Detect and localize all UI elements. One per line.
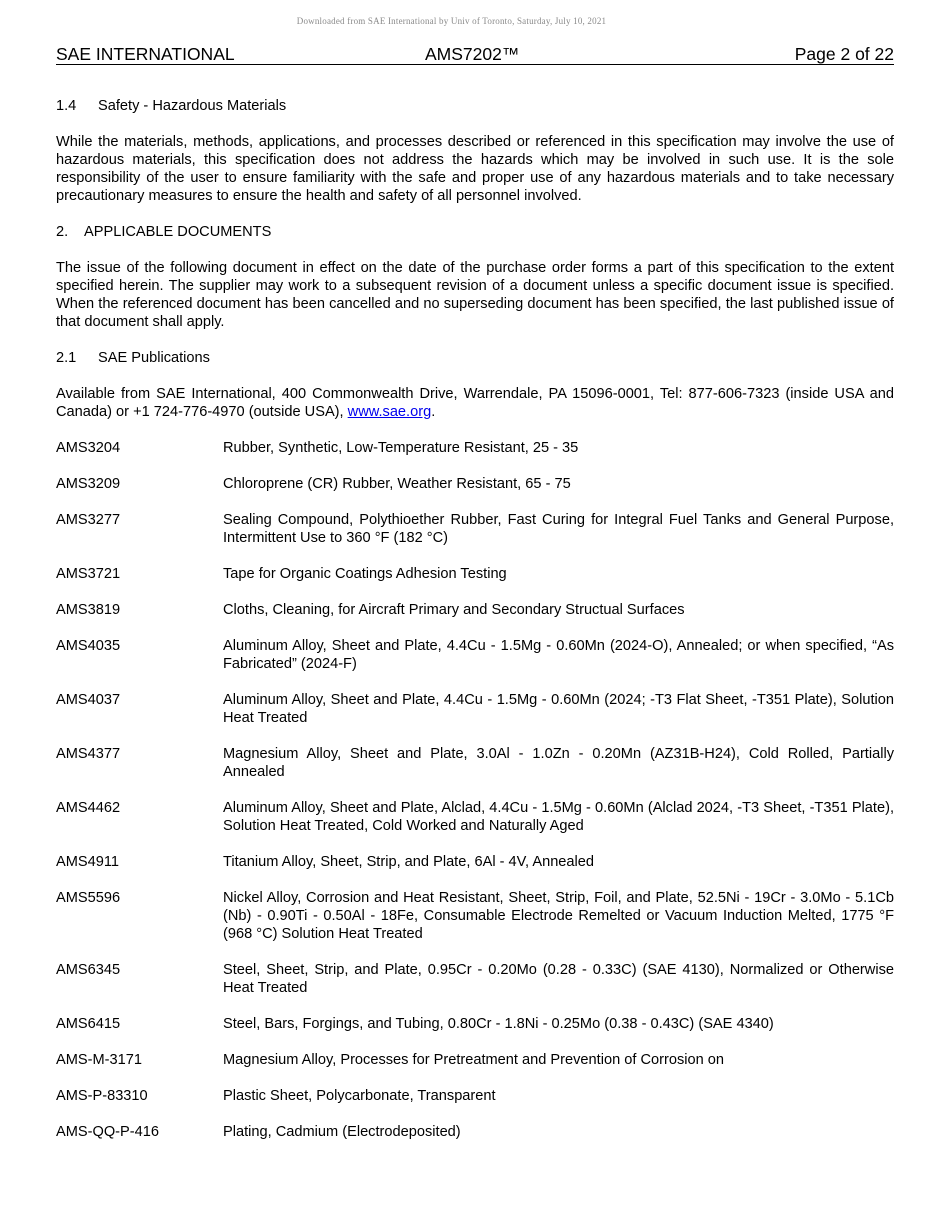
availability-text: Available from SAE International, 400 Commonwealth Drive, Warrendale, PA 15096-0001, Tel: 877-606-7323 (inside USA and Canada) or +1 724-776-4970 (outside USA),: [56, 386, 894, 420]
header-organization: SAE INTERNATIONAL: [56, 44, 235, 64]
safety-paragraph: While the materials, methods, applications, and processes described or referenced in this specification may involve the use of hazardous materials, this specification does not address the hazards which may be involved in such use. It is the sole responsibility of the user to ensure familiarity with the safe and proper use of any hazardous materials and to take necessary precautionary measures to ensure the health and safety of all personnel involved.: [56, 134, 894, 204]
document-list: [56, 439, 894, 1141]
document-title: Plating, Cadmium (Electrodeposited): [223, 1124, 461, 1140]
document-title: Steel, Sheet, Strip, and Plate, 0.95Cr - 0.20Mo (0.28 - 0.33C) (SAE 4130), Normalized or Otherwise Heat Treated: [223, 962, 894, 996]
document-code: AMS6345: [56, 962, 121, 978]
document-row: [56, 475, 894, 493]
applicable-documents-paragraph: The issue of the following document in effect on the date of the purchase order forms a part of this specification to the extent specified herein. The supplier may work to a subsequent revision of a document unless a specific document issue is specified. When the referenced document has been cancelled and no superseding document has been specified, the last published issue of that document shall apply.: [56, 260, 894, 330]
sae-availability-paragraph: [56, 385, 894, 421]
document-code: AMS3819: [56, 602, 121, 618]
document-code: AMS3721: [56, 566, 121, 582]
document-code: AMS-QQ-P-416: [56, 1124, 159, 1140]
section-heading-2: [56, 223, 894, 241]
document-code: AMS3209: [56, 476, 121, 492]
document-title: Cloths, Cleaning, for Aircraft Primary and Secondary Structual Surfaces: [223, 602, 685, 618]
section-heading-2-1: [56, 349, 894, 367]
section-title: Safety - Hazardous Materials: [98, 98, 287, 114]
document-code: AMS3277: [56, 512, 121, 528]
section-title: SAE Publications: [98, 350, 210, 366]
page-content: [56, 97, 894, 1159]
document-code: AMS4911: [56, 854, 120, 870]
document-title: Sealing Compound, Polythioether Rubber, Fast Curing for Integral Fuel Tanks and General Purpose, Intermittent Use to 360 °F (182 °C): [223, 512, 894, 546]
download-watermark: Downloaded from SAE International by Univ of Toronto, Saturday, July 10, 2021: [296, 16, 607, 26]
sae-website-link[interactable]: www.sae.org: [347, 404, 432, 420]
document-row: [56, 889, 894, 943]
document-title: Aluminum Alloy, Sheet and Plate, 4.4Cu - 1.5Mg - 0.60Mn (2024-O), Annealed; or when specified, “As Fabricated” (2024-F): [223, 638, 894, 672]
document-row: [56, 1087, 894, 1105]
document-row: [56, 1015, 894, 1033]
document-title: Aluminum Alloy, Sheet and Plate, 4.4Cu - 1.5Mg - 0.60Mn (2024; -T3 Flat Sheet, -T351 Plate), Solution Heat Treated: [223, 692, 894, 726]
document-title: Nickel Alloy, Corrosion and Heat Resistant, Sheet, Strip, Foil, and Plate, 52.5Ni - 19Cr - 3.0Mo - 5.1Cb (Nb) - 0.90Ti - 0.50Al - 18Fe, Consumable Electrode Remelted or Vacuum Induction Melted, 1775 °F (968 °C) Solution Heat Treated: [223, 890, 894, 942]
section-title: APPLICABLE DOCUMENTS: [84, 224, 272, 240]
document-code: AMS4462: [56, 800, 121, 816]
document-title: Magnesium Alloy, Sheet and Plate, 3.0Al - 1.0Zn - 0.20Mn (AZ31B-H24), Cold Rolled, Partially Annealed: [223, 746, 894, 780]
document-row: [56, 511, 894, 547]
document-row: [56, 439, 894, 457]
section-number: 1.4: [56, 98, 77, 114]
document-row: [56, 799, 894, 835]
document-title: Steel, Bars, Forgings, and Tubing, 0.80Cr - 1.8Ni - 0.25Mo (0.38 - 0.43C) (SAE 4340): [223, 1016, 774, 1032]
document-code: AMS3204: [56, 440, 121, 456]
document-row: [56, 1123, 894, 1141]
availability-suffix: .: [431, 404, 436, 420]
document-row: [56, 1051, 894, 1069]
section-number: 2.: [56, 224, 69, 240]
document-title: Tape for Organic Coatings Adhesion Testing: [223, 566, 507, 582]
document-code: AMS6415: [56, 1016, 121, 1032]
document-code: AMS-M-3171: [56, 1052, 142, 1068]
document-title: Plastic Sheet, Polycarbonate, Transparent: [223, 1088, 496, 1104]
document-row: [56, 601, 894, 619]
document-code: AMS-P-83310: [56, 1088, 148, 1104]
document-row: [56, 637, 894, 673]
document-title: Rubber, Synthetic, Low-Temperature Resistant, 25 - 35: [223, 440, 579, 456]
page-header: [56, 44, 894, 65]
document-title: Magnesium Alloy, Processes for Pretreatment and Prevention of Corrosion on: [223, 1052, 725, 1068]
document-row: [56, 853, 894, 871]
document-code: AMS4037: [56, 692, 121, 708]
document-row: [56, 565, 894, 583]
document-title: Aluminum Alloy, Sheet and Plate, Alclad, 4.4Cu - 1.5Mg - 0.60Mn (Alclad 2024, -T3 Sheet, -T351 Plate), Solution Heat Treated, Cold Worked and Naturally Aged: [223, 800, 894, 834]
document-title: Titanium Alloy, Sheet, Strip, and Plate, 6Al - 4V, Annealed: [223, 854, 595, 870]
document-code: AMS4377: [56, 746, 121, 762]
header-page-number: Page 2 of 22: [794, 44, 894, 64]
document-row: [56, 691, 894, 727]
document-row: [56, 745, 894, 781]
section-number: 2.1: [56, 350, 77, 366]
document-title: Chloroprene (CR) Rubber, Weather Resistant, 65 - 75: [223, 476, 571, 492]
document-row: [56, 961, 894, 997]
document-code: AMS4035: [56, 638, 121, 654]
section-heading-1-4: [56, 97, 894, 115]
document-code: AMS5596: [56, 890, 121, 906]
header-document-number: AMS7202™: [425, 44, 520, 64]
